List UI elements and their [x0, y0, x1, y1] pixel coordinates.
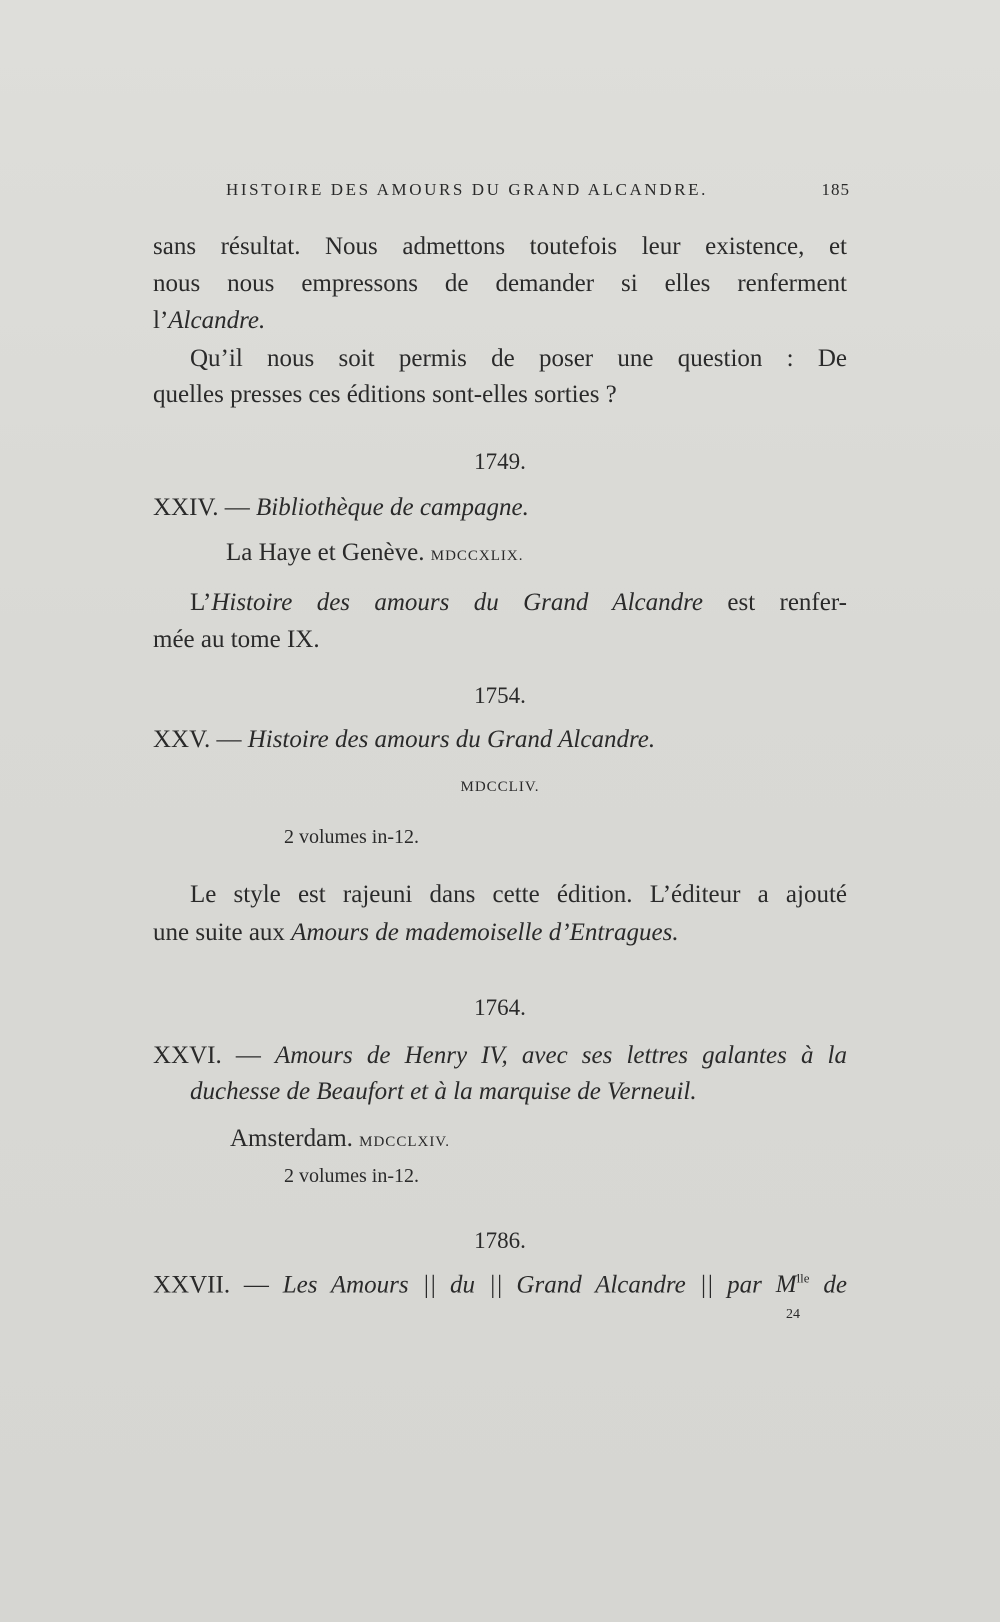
entry-heading: XXIV. — Bibliothèque de campagne. [153, 494, 529, 521]
body-line: quelles presses ces éditions sont-elles sorties ? [153, 381, 617, 408]
entry-heading: XXV. — Histoire des amours du Grand Alcandre. [153, 726, 656, 753]
entry-heading: duchesse de Beaufort et à la marquise de Verneuil. [190, 1078, 697, 1105]
body-line: l’Alcandre. [153, 307, 266, 334]
entry-note: une suite aux Amours de mademoiselle d’Entragues. [153, 919, 679, 946]
body-line: sans résultat. Nous admettons toutefois leur existence, et [153, 233, 847, 260]
entry-note: L’Histoire des amours du Grand Alcandre est renfer- [190, 589, 847, 616]
body-line: Qu’il nous soit permis de poser une question : De [190, 345, 847, 372]
entry-note: Le style est rajeuni dans cette édition. L’éditeur a ajouté [190, 881, 847, 908]
entry-heading: XXVI. — Amours de Henry IV, avec ses lettres galantes à la [153, 1042, 847, 1069]
signature-mark: 24 [786, 1307, 800, 1322]
running-title: HISTOIRE DES AMOURS DU GRAND ALCANDRE. [226, 180, 708, 199]
entry-volumes: 2 volumes in-12. [284, 1165, 419, 1187]
entry-imprint: Amsterdam. MDCCLXIV. [230, 1125, 450, 1152]
entry-year: 1754. [474, 683, 526, 708]
entry-imprint: La Haye et Genève. MDCCXLIX. [226, 539, 524, 566]
entry-note: mée au tome IX. [153, 626, 320, 653]
page-number: 185 [821, 180, 850, 199]
entry-year: 1786. [474, 1228, 526, 1253]
entry-volumes: 2 volumes in-12. [284, 826, 419, 848]
running-header [226, 180, 850, 200]
entry-year: 1764. [474, 995, 526, 1020]
entry-imprint: MDCCLIV. [460, 779, 540, 795]
body-line: nous nous empressons de demander si elles renferment [153, 270, 847, 297]
entry-heading: XXVII. — Les Amours || du || Grand Alcandre || par $M^{lle}$ de [153, 1271, 847, 1299]
entry-year: 1749. [474, 449, 526, 474]
